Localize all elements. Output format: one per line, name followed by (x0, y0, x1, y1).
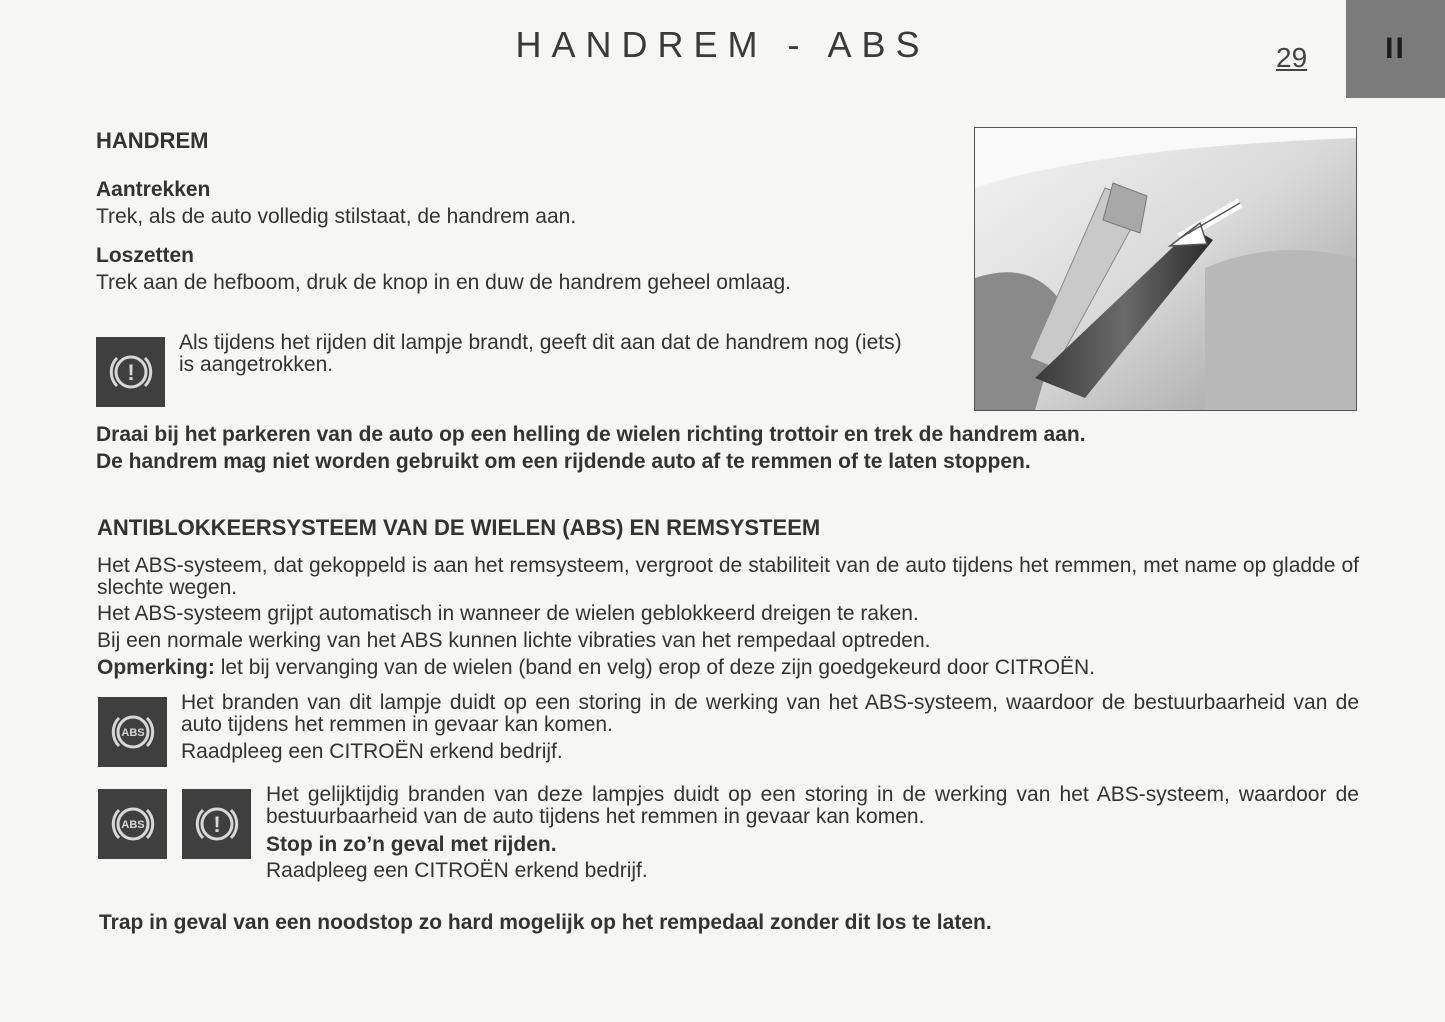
abs-light-text: Het branden van dit lampje duidt op een storing in de werking van het ABS-systeem, waardoor de bestuurbaarheid van de auto tijdens het remmen in gevaar kan komen. (181, 691, 1359, 736)
abs-para2: Het ABS-systeem grijpt automatisch in wanneer de wielen geblokkeerd dreigen te raken. (97, 602, 919, 625)
handbrake-illustration (975, 128, 1356, 410)
abs-warning-symbol (103, 702, 163, 762)
abs-symbol-text: ABS (120, 727, 145, 739)
brake-warning-symbol (101, 342, 161, 402)
abs-heading: ANTIBLOKKEERSYSTEEM VAN DE WIELEN (ABS) EN REMSYSTEEM (97, 515, 821, 540)
abs-warning-icon (98, 697, 167, 767)
abs-warning-icon (98, 789, 167, 859)
brake-warning-icon (96, 337, 165, 407)
both-lights-stop: Stop in zo’n geval met rijden. (266, 833, 557, 856)
abs-warning-symbol (103, 794, 163, 854)
handrem-heading: HANDREM (96, 128, 209, 153)
brake-symbol-text: ! (212, 812, 221, 837)
both-lights-advice: Raadpleeg een CITROËN erkend bedrijf. (266, 859, 648, 882)
loszetten-text: Trek aan de hefboom, druk de knop in en duw de handrem geheel omlaag. (96, 271, 792, 294)
emergency-note: Trap in geval van een noodstop zo hard mogelijk op het rempedaal zonder dit los te laten. (99, 911, 992, 934)
abs-symbol-text: ABS (120, 819, 145, 831)
abs-remark (97, 657, 1359, 679)
abs-light-advice: Raadpleeg een CITROËN erkend bedrijf. (181, 740, 563, 763)
both-lights-text: Het gelijktijdig branden van deze lampjes duidt op een storing in de werking van het ABS-systeem, waardoor de bestuurbaarheid van de auto tijdens het remmen in gevaar kan komen. (266, 783, 1359, 828)
brake-warning-text: Als tijdens het rijden dit lampje brandt, geeft dit aan dat de handrem nog (iets) is aangetrokken. (179, 331, 902, 376)
aantrekken-title: Aantrekken (96, 178, 211, 201)
chapter-tab: II (1346, 0, 1445, 98)
remark-label: Opmerking: (97, 656, 215, 679)
brake-symbol-text: ! (126, 360, 135, 385)
brake-warning-icon (182, 789, 251, 859)
loszetten-title: Loszetten (96, 244, 195, 267)
abs-para3: Bij een normale werking van het ABS kunnen lichte vibraties van het rempedaal optreden. (97, 629, 931, 652)
remark-text: let bij vervanging van de wielen (band en velg) erop of deze zijn goedgekeurd door CITROËN. (214, 656, 1096, 679)
aantrekken-text: Trek, als de auto volledig stilstaat, de handrem aan. (96, 205, 577, 228)
brake-warning-symbol (187, 794, 247, 854)
page-title: HANDREM - ABS (515, 24, 930, 65)
page-number: 29 (1276, 42, 1308, 73)
braking-note: De handrem mag niet worden gebruikt om een rijdende auto af te remmen of te laten stoppen. (96, 450, 1031, 473)
parking-note: Draai bij het parkeren van de auto op een helling de wielen richting trottoir en trek de handrem aan. (96, 423, 1086, 446)
handbrake-photo (974, 127, 1357, 411)
abs-para1: Het ABS-systeem, dat gekoppeld is aan het remsysteem, vergroot de stabiliteit van de auto tijdens het remmen, met name op gladde of slechte wegen. (97, 554, 1359, 599)
